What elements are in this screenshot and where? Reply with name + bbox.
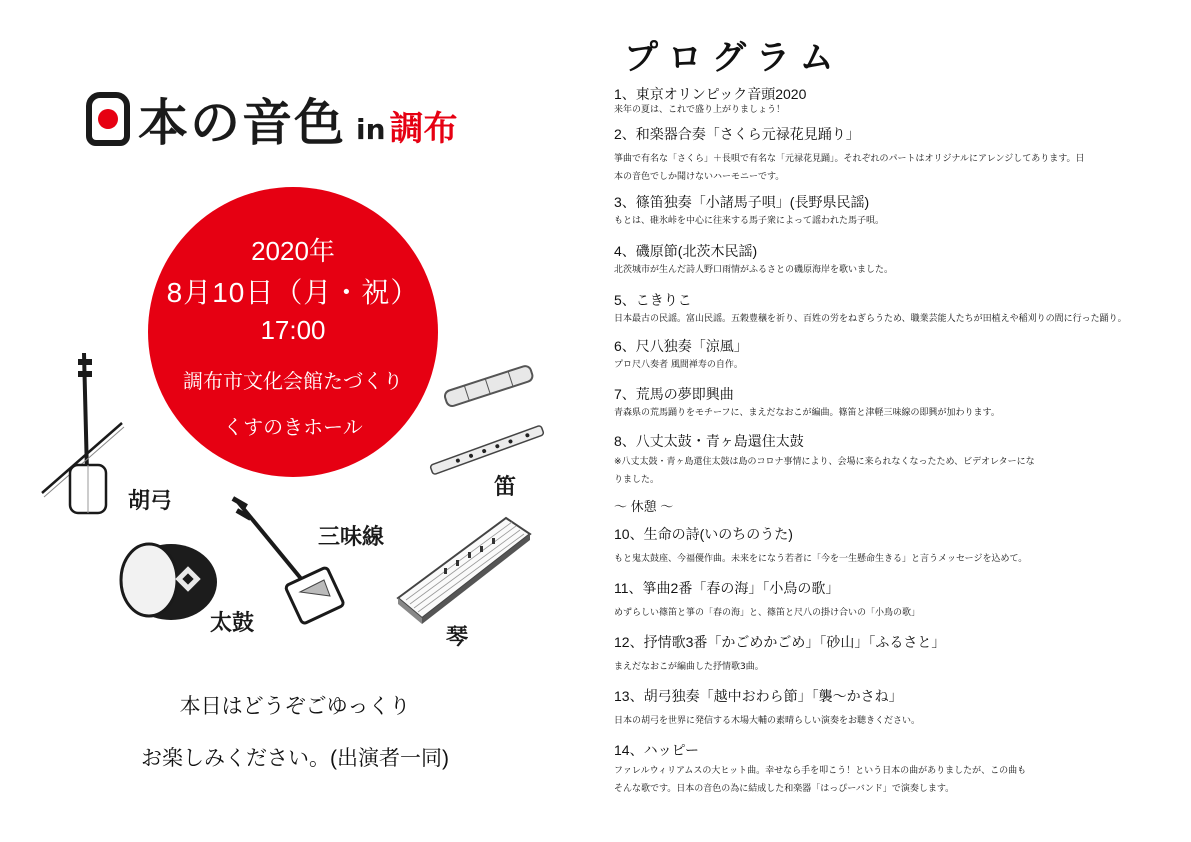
program-item-title: 14、ハッピー (614, 742, 700, 758)
program-item-title: 4、磯原節(北茨木民謡) (614, 243, 758, 259)
program-item-desc: もと鬼太鼓座、今福優作曲。未来をになう若者に「今を一生懸命生きる」と言うメッセージを込めて。 (614, 554, 1028, 564)
logo-title: 本の音色 (138, 94, 346, 152)
kokyu-illustration-icon (36, 345, 136, 525)
program-item-desc: ファレルウィリアムスの大ヒット曲。幸せなら手を叩こう！という日本の曲がありましたが、この曲も (614, 766, 1027, 776)
program-item-desc: 北茨城市が生んだ詩人野口雨情がふるさとの磯原海岸を歌いました。 (614, 265, 894, 275)
program-item (614, 740, 1179, 798)
program-item (614, 524, 1179, 568)
program-item-desc: 日本最古の民謡。富山民謡。五穀豊穣を祈り、百姓の労をねぎらうため、職業芸能人たちが田植えや稲刈りの間に行った踊り。 (614, 314, 1127, 324)
event-info-circle (148, 187, 438, 477)
program-item-title: 5、こきりこ (614, 292, 692, 308)
program-item-title: 1、東京オリンピック音頭2020 (614, 86, 807, 102)
program-item-title: 6、尺八独奏「涼風」 (614, 338, 748, 354)
event-hall: くすのきホール (223, 417, 363, 439)
program-item-title: 3、篠笛独奏「小諸馬子唄」(長野県民謡) (614, 194, 870, 210)
program-item-desc: りました。 (614, 475, 660, 485)
program-item-title: 12、抒情歌3番「かごめかごめ」「砂山」「ふるさと」 (614, 634, 946, 650)
program-item (614, 384, 1179, 422)
koto-illustration-icon (394, 512, 534, 624)
program-item-title: 2、和楽器合奏「さくら元禄花見踊り」 (614, 126, 860, 142)
program-item-desc: そんな歌です。日本の音色の為に結成した和楽器「はっぴーバンド」で演奏します。 (614, 784, 955, 794)
program-item-title: 11、箏曲2番「春の海」「小鳥の歌」 (614, 580, 840, 596)
program-item (614, 431, 1179, 489)
fue-illustration-icon (426, 425, 548, 475)
program-item (614, 632, 1179, 676)
intermission-label: 〜 休憩 〜 (614, 499, 674, 514)
event-date: 8月10日（月・祝） (166, 277, 420, 308)
program-item (614, 290, 1179, 328)
logo-place: 調布 (389, 109, 458, 149)
program-item (614, 192, 1179, 230)
program-item (614, 578, 1179, 622)
program-item-desc: めずらしい篠笛と箏の「春の海」と、篠笛と尺八の掛け合いの「小鳥の歌」 (614, 608, 921, 618)
event-year: 2020年 (251, 236, 335, 266)
program-item (614, 336, 1179, 374)
shakuhachi-illustration-icon (444, 344, 534, 430)
taiko-illustration-icon (113, 540, 223, 624)
program-item (614, 124, 1179, 186)
program-item-desc: まえだなおこが編曲した抒情歌3曲。 (614, 662, 764, 672)
program-item-desc: プロ尺八奏者 風間禅寿の自作。 (614, 360, 743, 370)
closing-line-2: お楽しみください。(出演者一同) (141, 747, 449, 770)
program-item (614, 241, 1179, 279)
program-item-desc: 青森県の荒馬踊りをモチーフに、まえだなおこが編曲。篠笛と津軽三味線の即興が加わります。 (614, 408, 1000, 418)
hinomaru-logo-icon (86, 92, 130, 146)
program-item (614, 686, 1179, 730)
event-venue: 調布市文化会館たづくり (183, 371, 403, 393)
event-logo (86, 84, 458, 154)
program-item-title: 13、胡弓独奏「越中おわら節」「襲〜かさね」 (614, 688, 903, 704)
program-item-title: 10、生命の詩(いのちのうた) (614, 526, 793, 542)
taiko-label: 太鼓 (210, 611, 255, 636)
program-item-title: 7、荒馬の夢即興曲 (614, 386, 734, 402)
program-item-desc: 本の音色でしか聞けないハーモニーです。 (614, 172, 785, 182)
program-item-desc: 来年の夏は、これで盛り上がりましょう！ (614, 105, 786, 115)
program-item-desc: 日本の胡弓を世界に発信する木場大輔の素晴らしい演奏をお聴きください。 (614, 716, 921, 726)
kokyu-label: 胡弓 (128, 489, 173, 514)
closing-line-1: 本日はどうぞごゆっくり (179, 695, 411, 718)
program-item-title: 8、八丈太鼓・青ヶ島還住太鼓 (614, 433, 804, 449)
program-title: プログラム (624, 38, 844, 78)
fue-label: 笛 (494, 475, 517, 500)
logo-in: in (356, 113, 386, 146)
program-item (614, 84, 1179, 116)
koto-label: 琴 (446, 625, 469, 650)
program-item-desc: 箏曲で有名な「さくら」＋長唄で有名な「元禄花見踊」。それぞれのパートはオリジナルにアレンジしてあります。日 (614, 154, 1085, 164)
shamisen-label: 三味線 (318, 525, 385, 550)
event-time: 17:00 (260, 315, 326, 345)
program-item-desc: ※八丈太鼓・青ヶ島還住太鼓は島のコロナ事情により、会場に来られなくなったため、ビデオレターにな (614, 457, 1035, 467)
program-item-desc: もとは、碓氷峠を中心に往来する馬子衆によって謡われた馬子唄。 (614, 216, 885, 226)
